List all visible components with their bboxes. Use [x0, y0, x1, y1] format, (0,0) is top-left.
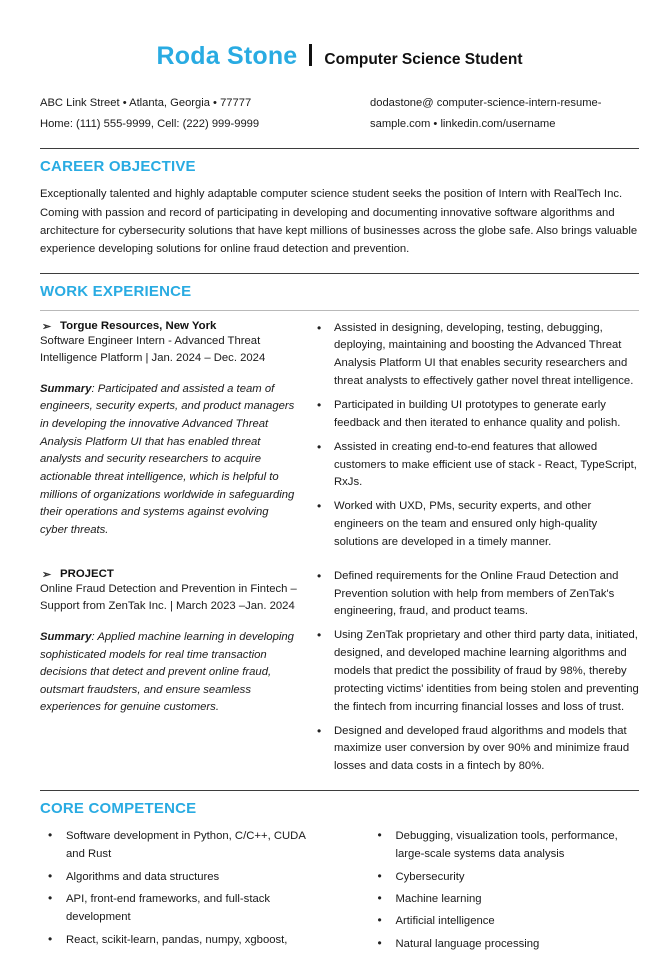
name-separator-bar [309, 44, 312, 66]
arrow-bullet-icon: ➢ [42, 568, 52, 581]
career-objective-text: Exceptionally talented and highly adaptable computer science student seeks the position of Intern with RealTech Inc. Coming with passion and record of participating in developing and documenting innovative software algorithms and architecture for cybersecurity solutions that have kept millions of businesses across the globe safe. Also brings valuable experience developing solutions for online fraud detection and prevention. [40, 188, 638, 256]
experience-entry [40, 311, 639, 552]
experience-company [40, 320, 298, 332]
section-work-experience [40, 273, 639, 776]
list-item: • Algorithms and data structures [40, 868, 322, 886]
contact-address-column [40, 93, 370, 134]
experience-role-dates: Software Engineer Intern - Advanced Threat Intelligence Platform | Jan. 2024 – Dec. 2024 [40, 334, 266, 365]
contact-phone: Home: (111) 555-9999, Cell: (222) 999-9999 [40, 117, 260, 130]
experience-bullet-list [312, 568, 639, 776]
core-competence-right-column [340, 827, 640, 957]
list-item: • Natural language processing [370, 935, 640, 953]
experience-summary [40, 629, 298, 717]
experience-entry-left [40, 568, 312, 717]
experience-summary [40, 381, 298, 539]
list-item: • Assisted in designing, developing, testing, debugging, deploying, maintaining and boosting the Advanced Threat Analysis Platform UI that enables security researchers and threat analysts to effectively gather novel threat intelligence. [312, 320, 639, 391]
experience-summary-text: : Applied machine learning in developing sophisticated models for real time transaction decisions that detect and prevent online fraud, outsmart fraudsters, and ensure seamless experiences for genuine customers. [40, 630, 294, 714]
experience-bullet-list [312, 320, 639, 552]
list-item: • Software development in Python, C/C++, CUDA and Rust [40, 827, 322, 864]
arrow-bullet-icon: ➢ [42, 320, 52, 333]
experience-entry [40, 552, 639, 776]
list-item: • Machine learning [370, 890, 640, 908]
experience-entry-right [312, 568, 639, 776]
list-item: • Artificial intelligence [370, 912, 640, 930]
experience-summary-label: Summary [40, 382, 92, 395]
list-item: • Cybersecurity [370, 868, 640, 886]
experience-company-label: PROJECT [60, 567, 114, 580]
section-title-core-competence: CORE COMPETENCE [40, 800, 197, 818]
section-title-work-experience: WORK EXPERIENCE [40, 282, 192, 300]
experience-summary-label: Summary [40, 630, 92, 643]
core-competence-columns [40, 827, 639, 957]
list-item: • API, front-end frameworks, and full-stack development [40, 890, 322, 927]
contact-block [40, 93, 639, 134]
experience-entry-left [40, 320, 312, 540]
contact-address: ABC Link Street • Atlanta, Georgia • 77777 [40, 97, 252, 109]
list-item: • React, scikit-learn, pandas, numpy, xgboost, [40, 931, 322, 949]
contact-email-links: dodastone@ computer-science-intern-resume-sample.com • linkedin.com/username [370, 97, 602, 130]
list-item: • Worked with UXD, PMs, security experts, and other engineers on the team and ensured only high-quality solutions are developed in a timely manner. [312, 498, 639, 552]
list-item: • Using ZenTak proprietary and other third party data, initiated, designed, and developed machine learning algorithms and models that predict the possibility of fraud by 98%, thereby protecting victims' identities from being stolen and preventing the fintech from incurring financial losses and loss of trust. [312, 627, 639, 716]
experience-summary-text: : Participated and assisted a team of engineers, security experts, and product managers in developing the innovative Advanced Threat Analysis Platform UI that has enabled threat analysts and security researchers to acquire actionable threat intelligence, which is helpful to millions of organizations worldwide in safeguarding their operations and systems against evolving cyber threats. [40, 382, 295, 536]
candidate-headline: Computer Science Student [324, 51, 523, 68]
resume-header [40, 0, 639, 71]
core-competence-left-list [40, 827, 322, 949]
section-core-competence [40, 790, 639, 957]
list-item: • Debugging, visualization tools, performance, large-scale systems data analysis [370, 827, 640, 864]
section-title-career-objective: CAREER OBJECTIVE [40, 158, 196, 176]
objective-spacer [40, 259, 639, 273]
list-item: • Participated in building UI prototypes to generate early feedback and then iterated to enhance quality and polish. [312, 397, 639, 433]
list-item: • Assisted in creating end-to-end features that allowed customers to make efficient use of stack - React, TypeScript, RxJs. [312, 439, 639, 493]
header-spacer [40, 134, 639, 148]
candidate-name: Roda Stone [156, 42, 298, 70]
experience-spacer [40, 776, 639, 790]
experience-company [40, 568, 298, 580]
contact-online-column [370, 93, 639, 134]
experience-entry-right [312, 320, 639, 552]
experience-role-dates: Online Fraud Detection and Prevention in Fintech – Support from ZenTak Inc. | March 2023 –Jan. 2024 [40, 582, 297, 613]
list-item: • Designed and developed fraud algorithms and models that maximize user conversion by over 90% and minimize fraud losses and data costs in a fintech by 80%. [312, 723, 639, 777]
core-competence-right-list [370, 827, 640, 953]
core-competence-left-column [40, 827, 340, 957]
section-career-objective [40, 148, 639, 258]
experience-company-label: Torgue Resources, New York [60, 319, 217, 332]
list-item: • Defined requirements for the Online Fraud Detection and Prevention solution with help from members of ZenTak's engineering, fraud, and product teams. [312, 568, 639, 622]
